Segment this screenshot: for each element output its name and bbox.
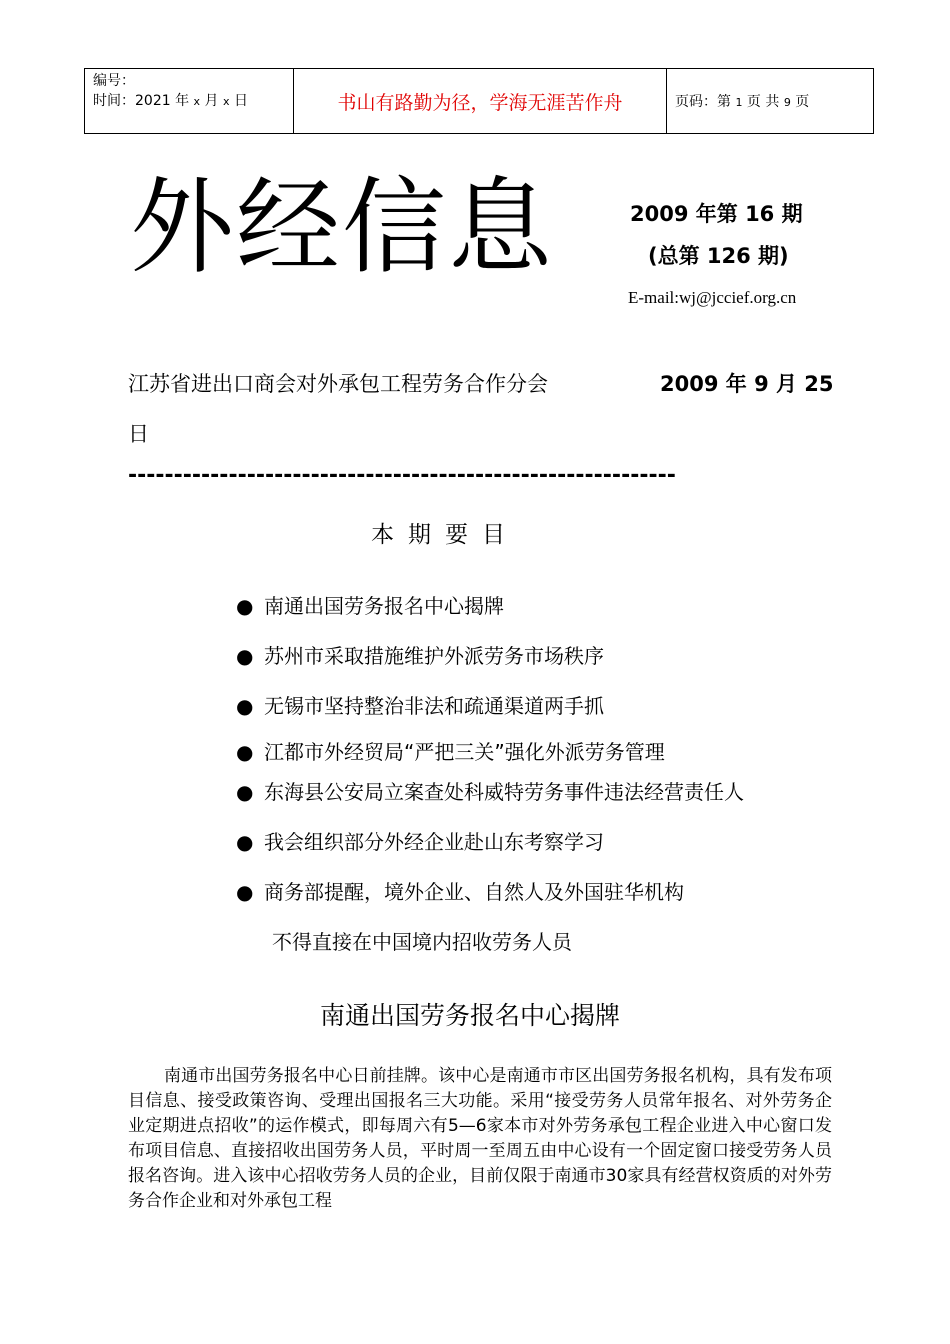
bullet-icon: ● xyxy=(236,694,254,718)
time-month-placeholder: x xyxy=(193,95,201,108)
toc-title: 本期要目 xyxy=(371,522,519,548)
publish-date-day: 日 xyxy=(128,422,149,446)
toc-item xyxy=(236,876,684,905)
toc-item-text: 南通出国劳务报名中心揭牌 xyxy=(264,594,504,618)
toc-item-text: 江都市外经贸局“严把三关”强化外派劳务管理 xyxy=(264,740,665,764)
article-title: 南通出国劳务报名中心揭牌 xyxy=(319,1001,620,1030)
bullet-icon: ● xyxy=(236,740,254,764)
bullet-icon: ● xyxy=(236,644,254,668)
toc-item-text: 苏州市采取措施维护外派劳务市场秩序 xyxy=(264,644,604,668)
page-number-cell xyxy=(667,69,874,134)
toc-item xyxy=(236,736,665,765)
toc-item-text: 东海县公安局立案查处科威特劳务事件违法经营责任人 xyxy=(264,780,744,804)
toc-item-continuation: 不得直接在中国境内招收劳务人员 xyxy=(272,930,572,954)
publisher-name: 江苏省进出口商会对外承包工程劳务合作分会 xyxy=(128,372,548,396)
bullet-icon: ● xyxy=(236,594,254,618)
time-line xyxy=(93,91,293,112)
page-total: 9 xyxy=(783,96,791,109)
article-body: 南通市出国劳务报名中心日前挂牌。该中心是南通市市区出国劳务报名机构，具有发布项目信息、接受政策咨询、受理出国报名三大功能。采用“接受劳务人员常年报名、对外劳务企业定期进点招收”的运作模式，即每周六有5—6家本市对外劳务承包工程企业进入中心窗口发布项目信息、直接招收出国劳务人员，平时周一至周五由中心设有一个固定窗口接受劳务人员报名咨询。进入该中心招收劳务人员的企业，目前仅限于南通市30家具有经营权资质的对外劳务合作企业和对外承包工程 xyxy=(128,1066,832,1211)
time-label: 时间： xyxy=(93,93,135,109)
header-meta-cell xyxy=(85,69,294,134)
document-header-table xyxy=(84,68,874,134)
time-year: 2021 xyxy=(135,93,171,109)
toc-item-text: 商务部提醒，境外企业、自然人及外国驻华机构 xyxy=(264,880,684,904)
toc-item xyxy=(236,826,604,855)
masthead-title: 外经信息 xyxy=(130,166,555,288)
issue-number: 2009 年第 16 期 xyxy=(630,202,803,226)
time-day-unit: 日 xyxy=(233,93,248,109)
number-label: 编号： xyxy=(93,73,135,89)
bullet-icon: ● xyxy=(236,780,254,804)
toc-item-text: 我会组织部分外经企业赴山东考察学习 xyxy=(264,830,604,854)
motto-cell xyxy=(294,69,667,134)
time-month-unit: 月 xyxy=(204,93,219,109)
page-label: 页码：第 xyxy=(675,94,731,110)
toc-item xyxy=(236,690,604,719)
toc-item xyxy=(236,640,604,669)
page-current: 1 xyxy=(735,96,743,109)
time-year-unit: 年 xyxy=(175,93,190,109)
contact-email: E-mail:wj@jccief.org.cn xyxy=(628,288,797,307)
motto-text: 书山有路勤为径，学海无涯苦作舟 xyxy=(337,91,623,114)
page-end: 页 xyxy=(795,94,810,110)
toc-item xyxy=(236,776,744,805)
toc-item xyxy=(236,590,504,619)
total-issue-number: (总第 126 期) xyxy=(648,244,789,268)
separator-line: ------------------------------------------------------------ xyxy=(128,463,676,488)
time-day-placeholder: x xyxy=(222,95,230,108)
bullet-icon: ● xyxy=(236,880,254,904)
publish-date: 2009 年 9 月 25 xyxy=(660,372,834,396)
page-mid: 页 共 xyxy=(746,94,780,110)
bullet-icon: ● xyxy=(236,830,254,854)
toc-item-text: 无锡市坚持整治非法和疏通渠道两手抓 xyxy=(264,694,604,718)
